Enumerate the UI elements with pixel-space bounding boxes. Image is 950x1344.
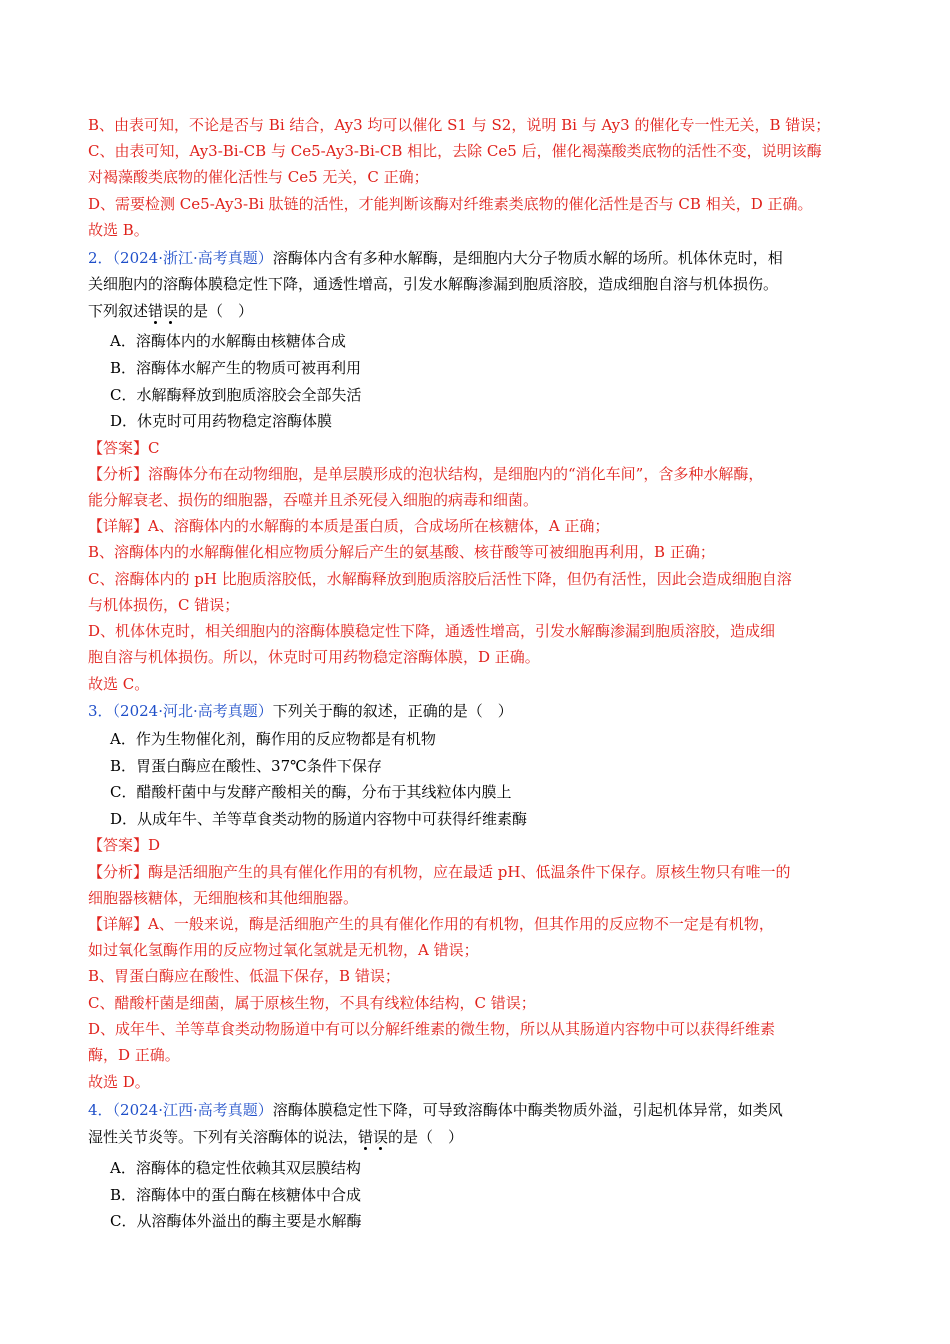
question-source-tag: （2024·浙江·高考真题） xyxy=(112,249,273,267)
line-text: 细胞器核糖体，无细胞核和其他细胞器。 xyxy=(88,889,359,907)
text-line xyxy=(88,914,774,934)
line-text: 如过氧化氢酶作用的反应物过氧化氢就是无机物，A 错误； xyxy=(88,941,479,959)
line-text: 【详解】A、溶酶体内的水解酶的本质是蛋白质，合成场所在核糖体，A 正确； xyxy=(88,517,610,535)
line-text: 故选 D。 xyxy=(88,1073,150,1091)
text-line xyxy=(88,835,160,855)
line-text: 【答案】D xyxy=(88,836,161,854)
option-line xyxy=(110,729,436,749)
option-text: D．从成年牛、羊等草食类动物的肠道内容物中可获得纤维素酶 xyxy=(110,810,528,828)
option-line xyxy=(110,1211,361,1231)
option-line xyxy=(110,756,382,776)
text-line xyxy=(88,194,813,214)
text-line xyxy=(88,115,830,135)
question-source-tag: （2024·江西·高考真题） xyxy=(112,1101,273,1119)
text-line xyxy=(88,647,540,667)
line-text: 能分解衰老、损伤的细胞器，吞噬并且杀死侵入细胞的病毒和细菌。 xyxy=(88,491,539,509)
option-text: A．溶酶体内的水解酶由核糖体合成 xyxy=(110,332,346,350)
line-text: 与机体损伤，C 错误； xyxy=(88,596,240,614)
line-text: 故选 C。 xyxy=(88,675,150,693)
text-line xyxy=(88,569,792,589)
line-text: 【答案】C xyxy=(88,439,160,457)
text-line xyxy=(88,888,358,908)
option-text: D．休克时可用药物稳定溶酶体膜 xyxy=(110,412,333,430)
text-line xyxy=(88,674,149,694)
option-text: A．溶酶体的稳定性依赖其双层膜结构 xyxy=(110,1159,361,1177)
text-line xyxy=(88,220,149,240)
line-text: B、胃蛋白酶应在酸性、低温下保存，B 错误； xyxy=(88,967,400,985)
text-line xyxy=(88,438,159,458)
line-text: 故选 B。 xyxy=(88,221,149,239)
option-text: C．醋酸杆菌中与发酵产酸相关的酶，分布于其线粒体内膜上 xyxy=(110,783,512,801)
line-text: 酶，D 正确。 xyxy=(88,1046,180,1064)
line-text: C、溶酶体内的 pH 比胞质溶胶低，水解酶释放到胞质溶胶后活性下降，但仍有活性，因此会造成细胞自溶 xyxy=(88,570,792,588)
text-line xyxy=(88,862,790,882)
text-line xyxy=(88,542,715,562)
text-line xyxy=(88,966,400,986)
question-line xyxy=(88,1100,783,1120)
text-line xyxy=(88,595,239,615)
question-number: 4． xyxy=(88,1101,113,1119)
question-line xyxy=(88,248,783,268)
line-text: C、醋酸杆菌是细菌，属于原核生物，不具有线粒体结构，C 错误； xyxy=(88,994,536,1012)
option-text: C．从溶酶体外溢出的酶主要是水解酶 xyxy=(110,1212,362,1230)
line-text: B、由表可知，不论是否与 Bi 结合，Ay3 均可以催化 S1 与 S2，说明 Bi 与 Ay3 的催化专一性无关，B 错误； xyxy=(88,116,831,134)
option-text: B．溶酶体中的蛋白酶在核糖体中合成 xyxy=(110,1186,362,1204)
emphasis-word: 错误 xyxy=(358,1128,389,1146)
line-text: 溶酶体膜稳定性下降，可导致溶酶体中酶类物质外溢，引起机体异常，如类风 xyxy=(272,1101,783,1119)
option-line xyxy=(110,385,361,405)
emphasis-word: 错误 xyxy=(148,302,179,320)
line-text: 溶酶体内含有多种水解酶，是细胞内大分子物质水解的场所。机体休克时，相 xyxy=(272,249,783,267)
option-line xyxy=(110,1158,361,1178)
text-line xyxy=(88,1045,180,1065)
question-number: 3． xyxy=(88,702,113,720)
text-line xyxy=(88,621,775,641)
option-line xyxy=(110,358,361,378)
line-text: D、成年牛、羊等草食类动物肠道中有可以分解纤维素的微生物，所以从其肠道内容物中可以获得纤维素 xyxy=(88,1020,776,1038)
question-text: 的是（ ） xyxy=(388,1128,464,1146)
option-text: C．水解酶释放到胞质溶胶会全部失活 xyxy=(110,386,362,404)
line-text: 下列关于酶的叙述，正确的是（ ） xyxy=(272,702,513,720)
text-line xyxy=(88,1127,463,1147)
text-line xyxy=(88,141,822,161)
question-number: 2． xyxy=(88,249,113,267)
question-source-tag: （2024·河北·高考真题） xyxy=(112,702,273,720)
text-line xyxy=(88,516,609,536)
question-line xyxy=(88,701,513,721)
line-text: B、溶酶体内的水解酶催化相应物质分解后产生的氨基酸、核苷酸等可被细胞再利用，B 正确； xyxy=(88,543,715,561)
option-line xyxy=(110,782,511,802)
text-line xyxy=(88,993,536,1013)
option-line xyxy=(110,1185,361,1205)
option-line xyxy=(110,809,527,829)
line-text: D、机体休克时，相关细胞内的溶酶体膜稳定性下降，通透性增高，引发水解酶渗漏到胞质溶胶，造成细 xyxy=(88,622,776,640)
line-text: 【分析】酶是活细胞产生的具有催化作用的有机物，应在最适 pH、低温条件下保存。原核生物只有唯一的 xyxy=(88,863,791,881)
line-text: 胞自溶与机体损伤。所以，休克时可用药物稳定溶酶体膜，D 正确。 xyxy=(88,648,540,666)
option-text: B．胃蛋白酶应在酸性、37℃条件下保存 xyxy=(110,757,382,775)
text-line xyxy=(88,940,479,960)
option-line xyxy=(110,411,332,431)
line-text: 对褐藻酸类底物的催化活性与 Ce5 无关，C 正确； xyxy=(88,168,429,186)
text-line xyxy=(88,274,778,294)
line-text: C、由表可知，Ay3-Bi-CB 与 Ce5-Ay3-Bi-CB 相比，去除 Ce5 后，催化褐藻酸类底物的活性不变，说明该酶 xyxy=(88,142,822,160)
text-line xyxy=(88,490,538,510)
question-text: 下列叙述 xyxy=(88,302,149,320)
text-line xyxy=(88,1019,775,1039)
text-line xyxy=(88,464,763,484)
question-text: 湿性关节炎等。下列有关溶酶体的说法， xyxy=(88,1128,359,1146)
line-text: 【分析】溶酶体分布在动物细胞，是单层膜形成的泡状结构，是细胞内的“消化车间”，含多种水解酶， xyxy=(88,465,764,483)
question-text: 的是（ ） xyxy=(178,302,254,320)
option-text: A．作为生物催化剂，酶作用的反应物都是有机物 xyxy=(110,730,436,748)
line-text: 【详解】A、一般来说，酶是活细胞产生的具有催化作用的有机物，但其作用的反应物不一定是有机物， xyxy=(88,915,774,933)
text-line xyxy=(88,1072,150,1092)
line-text: 关细胞内的溶酶体膜稳定性下降，通透性增高，引发水解酶渗漏到胞质溶胶，造成细胞自溶与机体损伤。 xyxy=(88,275,779,293)
option-line xyxy=(110,331,346,351)
option-text: B．溶酶体水解产生的物质可被再利用 xyxy=(110,359,362,377)
text-line xyxy=(88,301,253,321)
text-line xyxy=(88,167,429,187)
line-text: D、需要检测 Ce5-Ay3-Bi 肽链的活性，才能判断该酶对纤维素类底物的催化活性是否与 CB 相关，D 正确。 xyxy=(88,195,813,213)
